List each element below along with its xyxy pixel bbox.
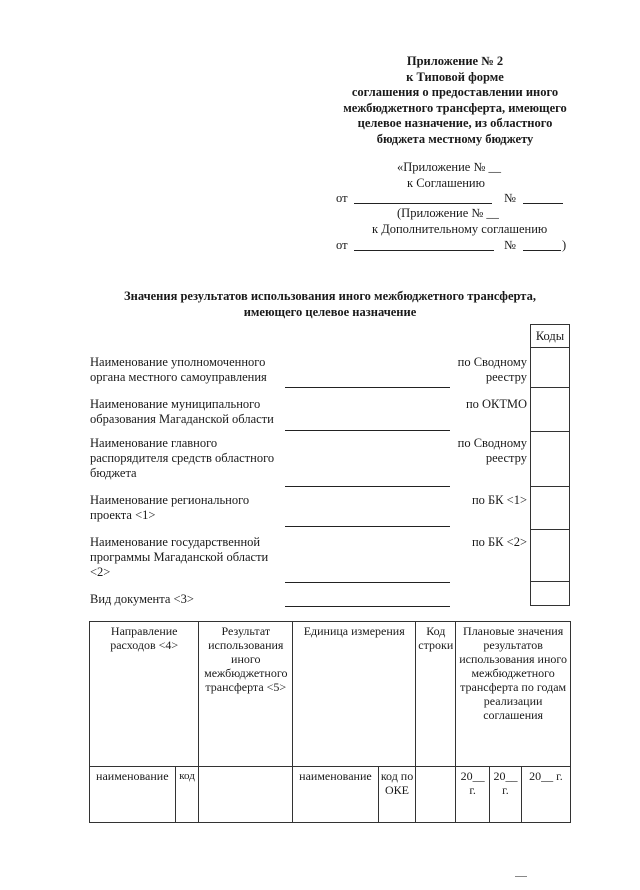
additional-appendix-number: (Приложение № __ bbox=[397, 206, 499, 220]
field-input-main-manager[interactable] bbox=[285, 486, 450, 487]
code-cell-oktmo[interactable] bbox=[530, 388, 570, 432]
field-label-regional-project: Наименование регионального проекта <1> bbox=[90, 493, 250, 522]
additional-date-field[interactable] bbox=[354, 250, 494, 251]
subheader-year-1: 20__ г. bbox=[456, 767, 490, 823]
page-mark bbox=[515, 876, 527, 877]
header-unit: Единица измерения bbox=[293, 622, 416, 767]
subheader-year-2: 20__ г. bbox=[490, 767, 522, 823]
field-input-state-program[interactable] bbox=[285, 582, 450, 583]
additional-number-field[interactable] bbox=[523, 250, 561, 251]
agreement-date-field[interactable] bbox=[354, 203, 492, 204]
additional-agreement-label: к Дополнительному соглашению bbox=[372, 222, 548, 236]
field-input-regional-project[interactable] bbox=[285, 526, 450, 527]
field-code-label-authority: по Сводному реестру bbox=[457, 355, 527, 384]
additional-from-label: от bbox=[336, 238, 348, 252]
agreement-from-label: от bbox=[336, 191, 348, 205]
agreement-number-field[interactable] bbox=[523, 203, 563, 204]
appendix-line: к Типовой форме bbox=[406, 69, 504, 84]
subheader-unit-name: наименование bbox=[293, 767, 379, 823]
table-header-row bbox=[90, 622, 571, 767]
header-planned: Плановые значения результатов использования иного межбюджетного трансферта по годам реализации соглашения bbox=[456, 622, 571, 767]
code-cell-registry-2[interactable] bbox=[530, 432, 570, 487]
subheader-empty bbox=[199, 767, 293, 823]
agreement-number-label: № bbox=[504, 191, 516, 205]
appendix-line: бюджета местному бюджету bbox=[376, 131, 534, 146]
closing-paren: ) bbox=[562, 238, 567, 252]
subheader-name: наименование bbox=[90, 767, 176, 823]
agreement-appendix-number: «Приложение № __ bbox=[397, 160, 502, 174]
field-input-authority[interactable] bbox=[285, 387, 450, 388]
field-code-label-municipality: по ОКТМО bbox=[465, 397, 527, 411]
page-title bbox=[60, 288, 600, 320]
code-cell-registry[interactable] bbox=[530, 348, 570, 388]
field-code-label-regional-project: по БК <1> bbox=[471, 493, 527, 507]
field-code-label-state-program: по БК <2> bbox=[471, 535, 527, 549]
codes-header: Коды bbox=[530, 324, 570, 348]
field-label-authority: Наименование уполномоченного органа местного самоуправления bbox=[90, 355, 267, 384]
additional-number-label: № bbox=[504, 238, 516, 252]
appendix-header bbox=[330, 54, 580, 147]
code-cell-bk2[interactable] bbox=[530, 530, 570, 582]
title-line-1: Значения результатов использования иного межбюджетного трансферта, bbox=[124, 289, 536, 303]
code-cell-bk1[interactable] bbox=[530, 487, 570, 530]
appendix-line: целевое назначение, из областного bbox=[357, 116, 553, 130]
appendix-line: межбюджетного трансферта, имеющего bbox=[343, 100, 567, 115]
field-label-main-manager: Наименование главного распорядителя средств областного бюджета bbox=[90, 436, 275, 480]
appendix-line: соглашения о предоставлении иного bbox=[351, 85, 559, 99]
header-line-code: Код строки bbox=[416, 622, 456, 767]
field-input-municipality[interactable] bbox=[285, 430, 450, 431]
code-cell-doc-type[interactable] bbox=[530, 582, 570, 606]
field-input-document-type[interactable] bbox=[285, 606, 450, 607]
field-code-label-main-manager: по Сводному реестру bbox=[457, 436, 527, 465]
field-label-document-type: Вид документа <3> bbox=[90, 592, 194, 606]
subheader-okei: код по ОКЕ bbox=[378, 767, 416, 823]
appendix-line: Приложение № 2 bbox=[406, 54, 504, 68]
subheader-code: код bbox=[175, 767, 199, 823]
header-direction: Направление расходов <4> bbox=[90, 622, 199, 767]
header-result: Результат использования иного межбюджетного трансферта <5> bbox=[199, 622, 293, 767]
field-label-municipality: Наименование муниципального образования Магаданской области bbox=[90, 397, 274, 426]
subheader-year-3: 20__ г. bbox=[521, 767, 570, 823]
field-label-state-program: Наименование государственной программы Магаданской области <2> bbox=[90, 535, 269, 579]
results-table bbox=[89, 621, 571, 823]
title-line-2: имеющего целевое назначение bbox=[243, 305, 417, 319]
agreement-label: к Соглашению bbox=[407, 176, 485, 190]
table-subheader-row bbox=[90, 767, 571, 823]
subheader-line-code-empty bbox=[416, 767, 456, 823]
